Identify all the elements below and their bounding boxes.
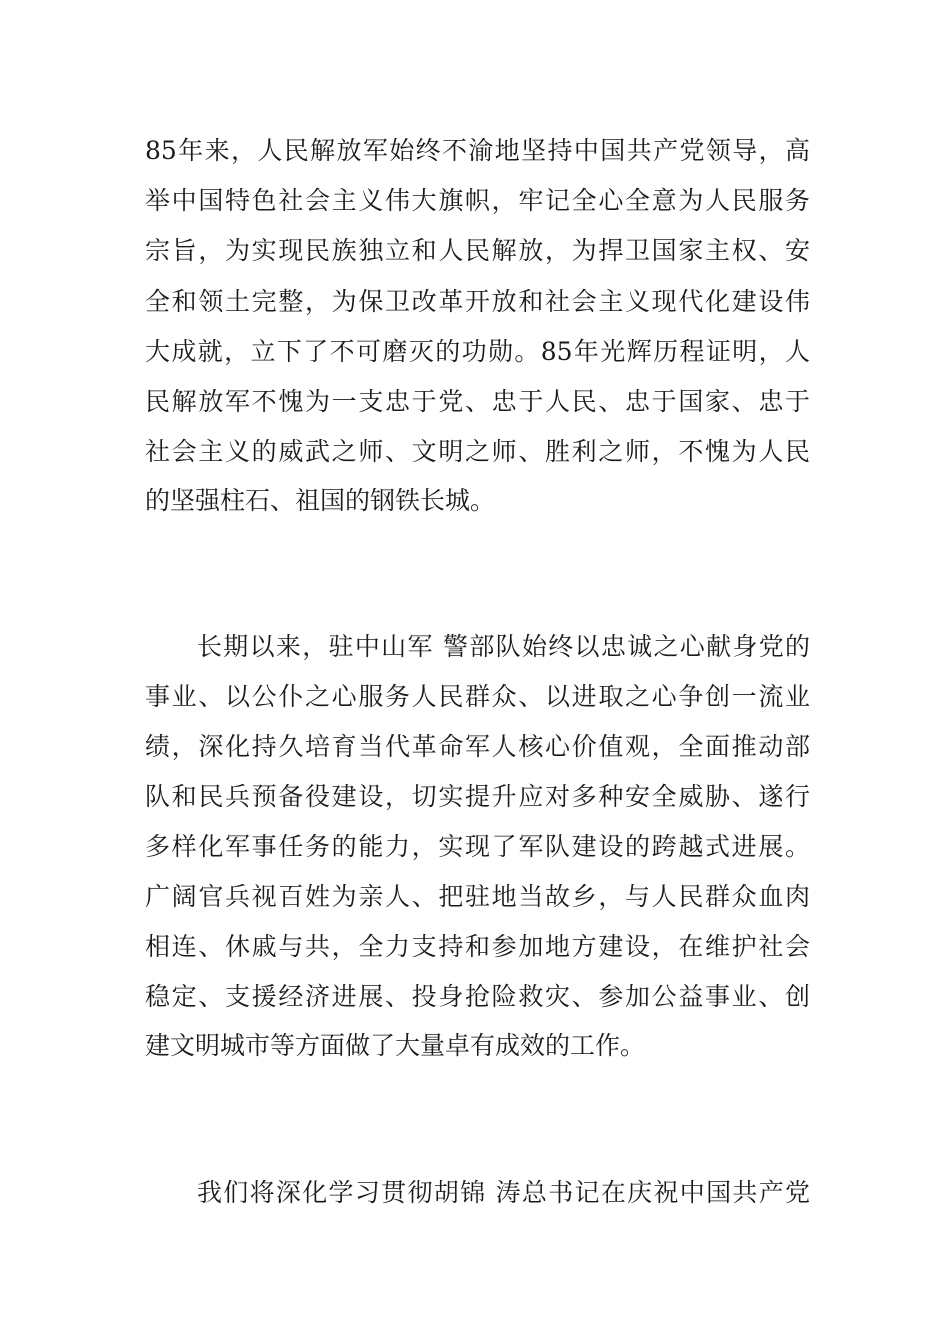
paragraph-1-line-1: 85年来，人民解放军始终不渝地坚持中国共产党领导，高 — [145, 136, 810, 165]
paragraph-1-line-8: 的坚强柱石、祖国的钢铁长城。 — [145, 486, 496, 515]
paragraph-2-line-9: 建文明城市等方面做了大量卓有成效的工作。 — [145, 1031, 646, 1060]
paragraph-1-line-4: 全和领土完整，为保卫改革开放和社会主义现代化建设伟 — [145, 287, 810, 316]
paragraph-1-line-3: 宗旨，为实现民族独立和人民解放，为捍卫国家主权、安 — [145, 236, 810, 265]
paragraph-1-line-5: 大成就，立下了不可磨灭的功勋。85年光辉历程证明，人 — [145, 337, 810, 366]
paragraph-2-line-3: 绩，深化持久培育当代革命军人核心价值观，全面推动部 — [145, 732, 810, 761]
paragraph-2-line-6: 广阔官兵视百姓为亲人、把驻地当故乡，与人民群众血肉 — [145, 882, 810, 911]
paragraph-1-line-7: 社会主义的威武之师、文明之师、胜利之师，不愧为人民 — [145, 437, 810, 466]
paragraph-2-line-4: 队和民兵预备役建设，切实提升应对多种安全威胁、遂行 — [145, 782, 810, 811]
paragraph-2-line-1: 长期以来，驻中山军 警部队始终以忠诚之心献身党的 — [197, 632, 810, 661]
paragraph-3-line-1: 我们将深化学习贯彻胡锦 涛总书记在庆祝中国共产党 — [197, 1178, 810, 1207]
paragraph-2-line-2: 事业、以公仆之心服务人民群众、以进取之心争创一流业 — [145, 682, 810, 711]
paragraph-2-line-8: 稳定、支援经济进展、投身抢险救灾、参加公益事业、创 — [145, 982, 810, 1011]
paragraph-2-line-5: 多样化军事任务的能力，实现了军队建设的跨越式进展。 — [145, 832, 810, 861]
paragraph-1-line-2: 举中国特色社会主义伟大旗帜，牢记全心全意为人民服务 — [145, 186, 810, 215]
paragraph-2-line-7: 相连、休戚与共，全力支持和参加地方建设，在维护社会 — [145, 932, 810, 961]
paragraph-1-line-6: 民解放军不愧为一支忠于党、忠于人民、忠于国家、忠于 — [145, 387, 810, 416]
